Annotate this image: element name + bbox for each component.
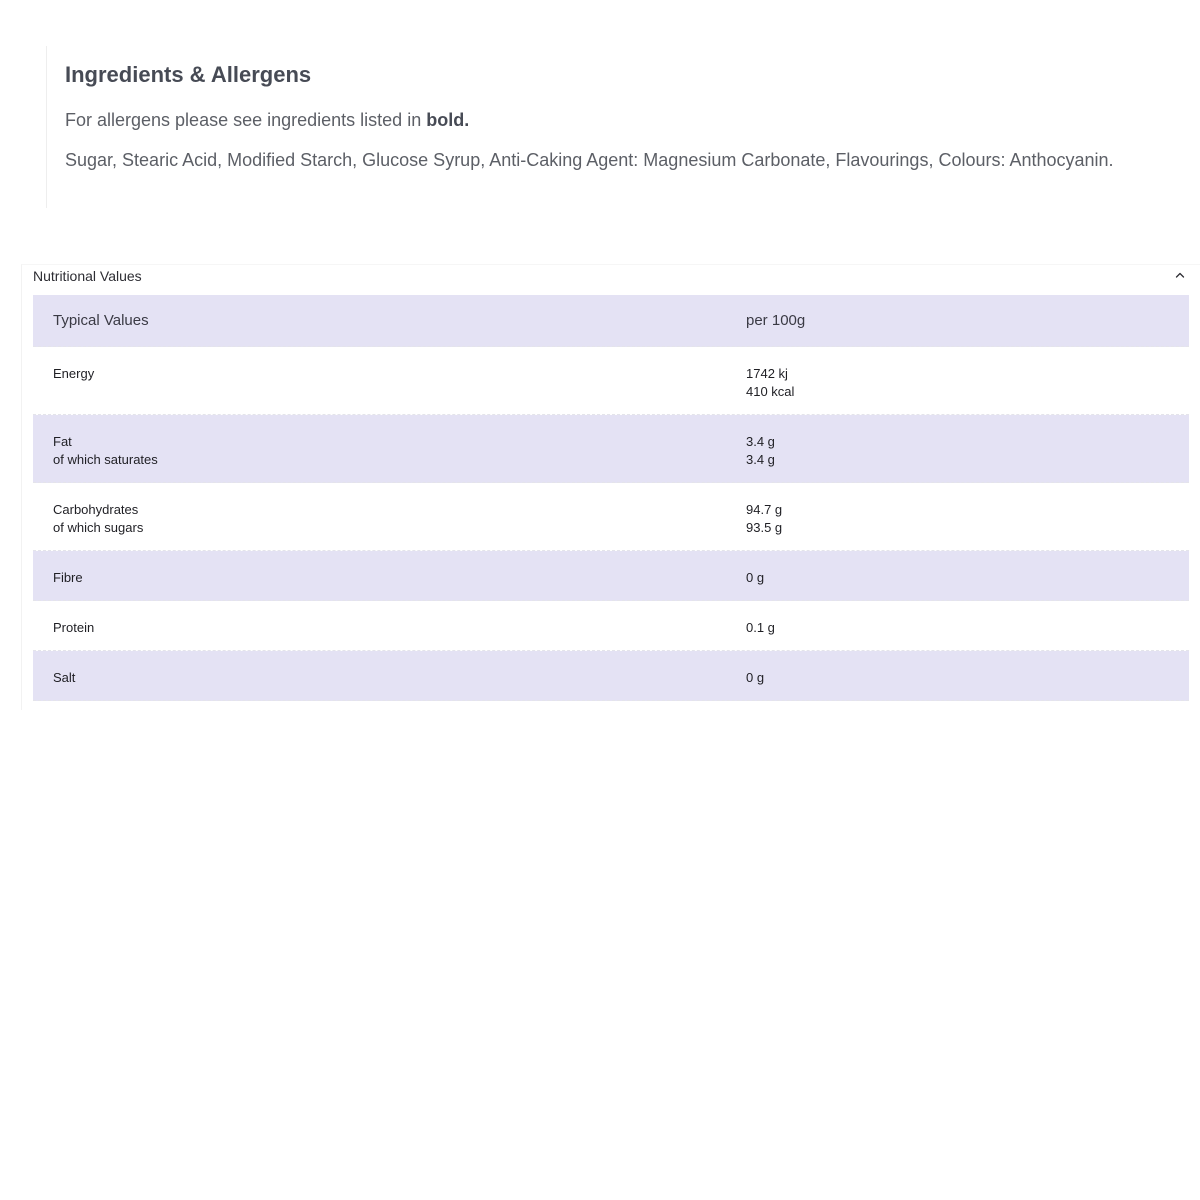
nutrient-name [53, 619, 94, 637]
nutrient-value-line: 410 kcal [746, 384, 795, 399]
table-row-fibre [33, 551, 1189, 601]
nutrient-value-line: 1742 kj [746, 366, 788, 381]
nutrient-sub-name-line: of which sugars [53, 520, 144, 535]
table-row-fat [33, 415, 1189, 483]
column-header-typical-values: Typical Values [53, 312, 149, 329]
nutrient-name-line: Fibre [53, 570, 83, 585]
table-header-row [33, 295, 1189, 347]
nutrient-value-line: 3.4 g [746, 452, 775, 467]
nutrient-name [53, 669, 75, 687]
table-row-carbohydrates [33, 483, 1189, 551]
nutrient-name [53, 365, 94, 383]
nutrient-value-line: 93.5 g [746, 520, 783, 535]
nutrient-name [53, 569, 83, 587]
ingredients-title: Ingredients & Allergens [65, 62, 312, 87]
table-row-protein [33, 601, 1189, 651]
nutrient-name-line: Protein [53, 620, 95, 635]
ingredients-list: Sugar, Stearic Acid, Modified Starch, Glucose Syrup, Anti-Caking Agent: Magnesium Carbonate, Flavourings, Colours: Anthocyanin. [65, 150, 1114, 170]
chevron-up-icon[interactable] [1172, 267, 1188, 283]
nutrient-name [53, 433, 158, 469]
nutrient-value [746, 619, 775, 637]
nutrient-value [746, 433, 775, 469]
allergen-note [65, 110, 469, 131]
nutrient-sub-name-line: of which saturates [53, 452, 158, 467]
nutrient-value-line: 0 g [746, 570, 765, 585]
nutrient-value-line: 0.1 g [746, 620, 775, 635]
nutrition-accordion-title[interactable]: Nutritional Values [33, 268, 142, 284]
nutrient-value-line: 3.4 g [746, 434, 775, 449]
column-header-per-100g: per 100g [746, 312, 806, 329]
nutrient-value [746, 569, 764, 587]
nutrient-name-line: Carbohydrates [53, 502, 139, 517]
allergen-note-text: For allergens please see ingredients listed in [65, 110, 422, 130]
table-row-energy [33, 347, 1189, 415]
nutrient-value [746, 669, 764, 687]
allergen-note-bold: bold. [426, 110, 470, 130]
nutrition-table [33, 295, 1189, 701]
nutrient-name-line: Fat [53, 434, 72, 449]
nutrient-value-line: 94.7 g [746, 502, 783, 517]
nutrient-value [746, 501, 782, 537]
nutrient-value-line: 0 g [746, 670, 765, 685]
nutrient-value [746, 365, 794, 401]
nutrient-name-line: Energy [53, 366, 95, 381]
nutrient-name-line: Salt [53, 670, 76, 685]
nutrient-name [53, 501, 143, 537]
ingredients-section [46, 46, 1146, 208]
table-row-salt [33, 651, 1189, 701]
nutrition-accordion [21, 264, 1200, 710]
